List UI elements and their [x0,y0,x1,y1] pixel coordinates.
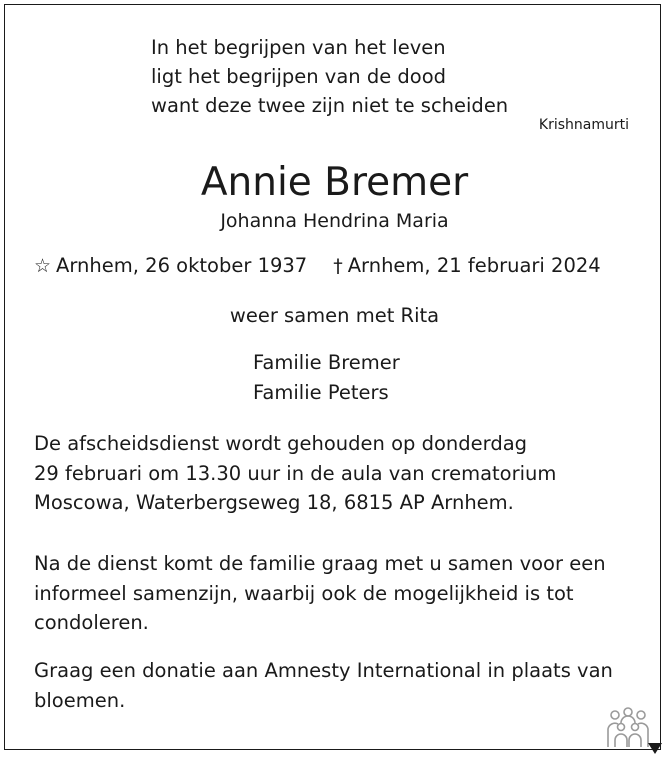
poem [151,33,508,120]
given-names: Johanna Hendrina Maria [220,210,449,232]
birth-star-icon: ☆ [34,255,52,277]
poem-line: In het begrijpen van het leven [151,36,446,59]
gathering-line: condoleren. [34,611,149,634]
service-paragraph [34,429,556,518]
poem-line: ligt het begrijpen van de dood [151,65,447,88]
families [253,348,400,408]
family-name: Familie Peters [253,381,389,404]
poem-author: Krishnamurti [538,117,629,133]
service-line: 29 februari om 13.30 uur in de aula van crematorium [34,461,557,485]
service-line: De afscheidsdienst wordt gehouden op donderdag [34,432,528,455]
donation-line: Graag een donatie aan Amnesty International in plaats van [34,659,613,682]
death-date: Arnhem, 21 februari 2024 [347,254,601,277]
service-line: Moscowa, Waterbergseweg 18, 6815 AP Arnhem. [34,491,514,514]
gathering-paragraph [34,549,606,638]
family-group-icon [606,707,650,749]
birth-date: Arnhem, 26 oktober 1937 [56,254,308,277]
reunion-text: weer samen met Rita [229,304,440,327]
death-cross-icon: † [333,255,343,277]
family-name: Familie Bremer [253,351,400,374]
donation-line: bloemen. [34,688,126,712]
poem-line: want deze twee zijn niet te scheiden [151,94,509,117]
deceased-name: Annie Bremer [200,160,469,205]
gathering-line: Na de dienst komt de familie graag met u samen voor een [34,552,606,575]
life-dates [34,254,601,277]
donation-paragraph [34,656,613,715]
triangle-down-icon [647,740,663,756]
gathering-line: informeel samenzijn, waarbij ook de mogelijkheid is tot [34,581,574,605]
